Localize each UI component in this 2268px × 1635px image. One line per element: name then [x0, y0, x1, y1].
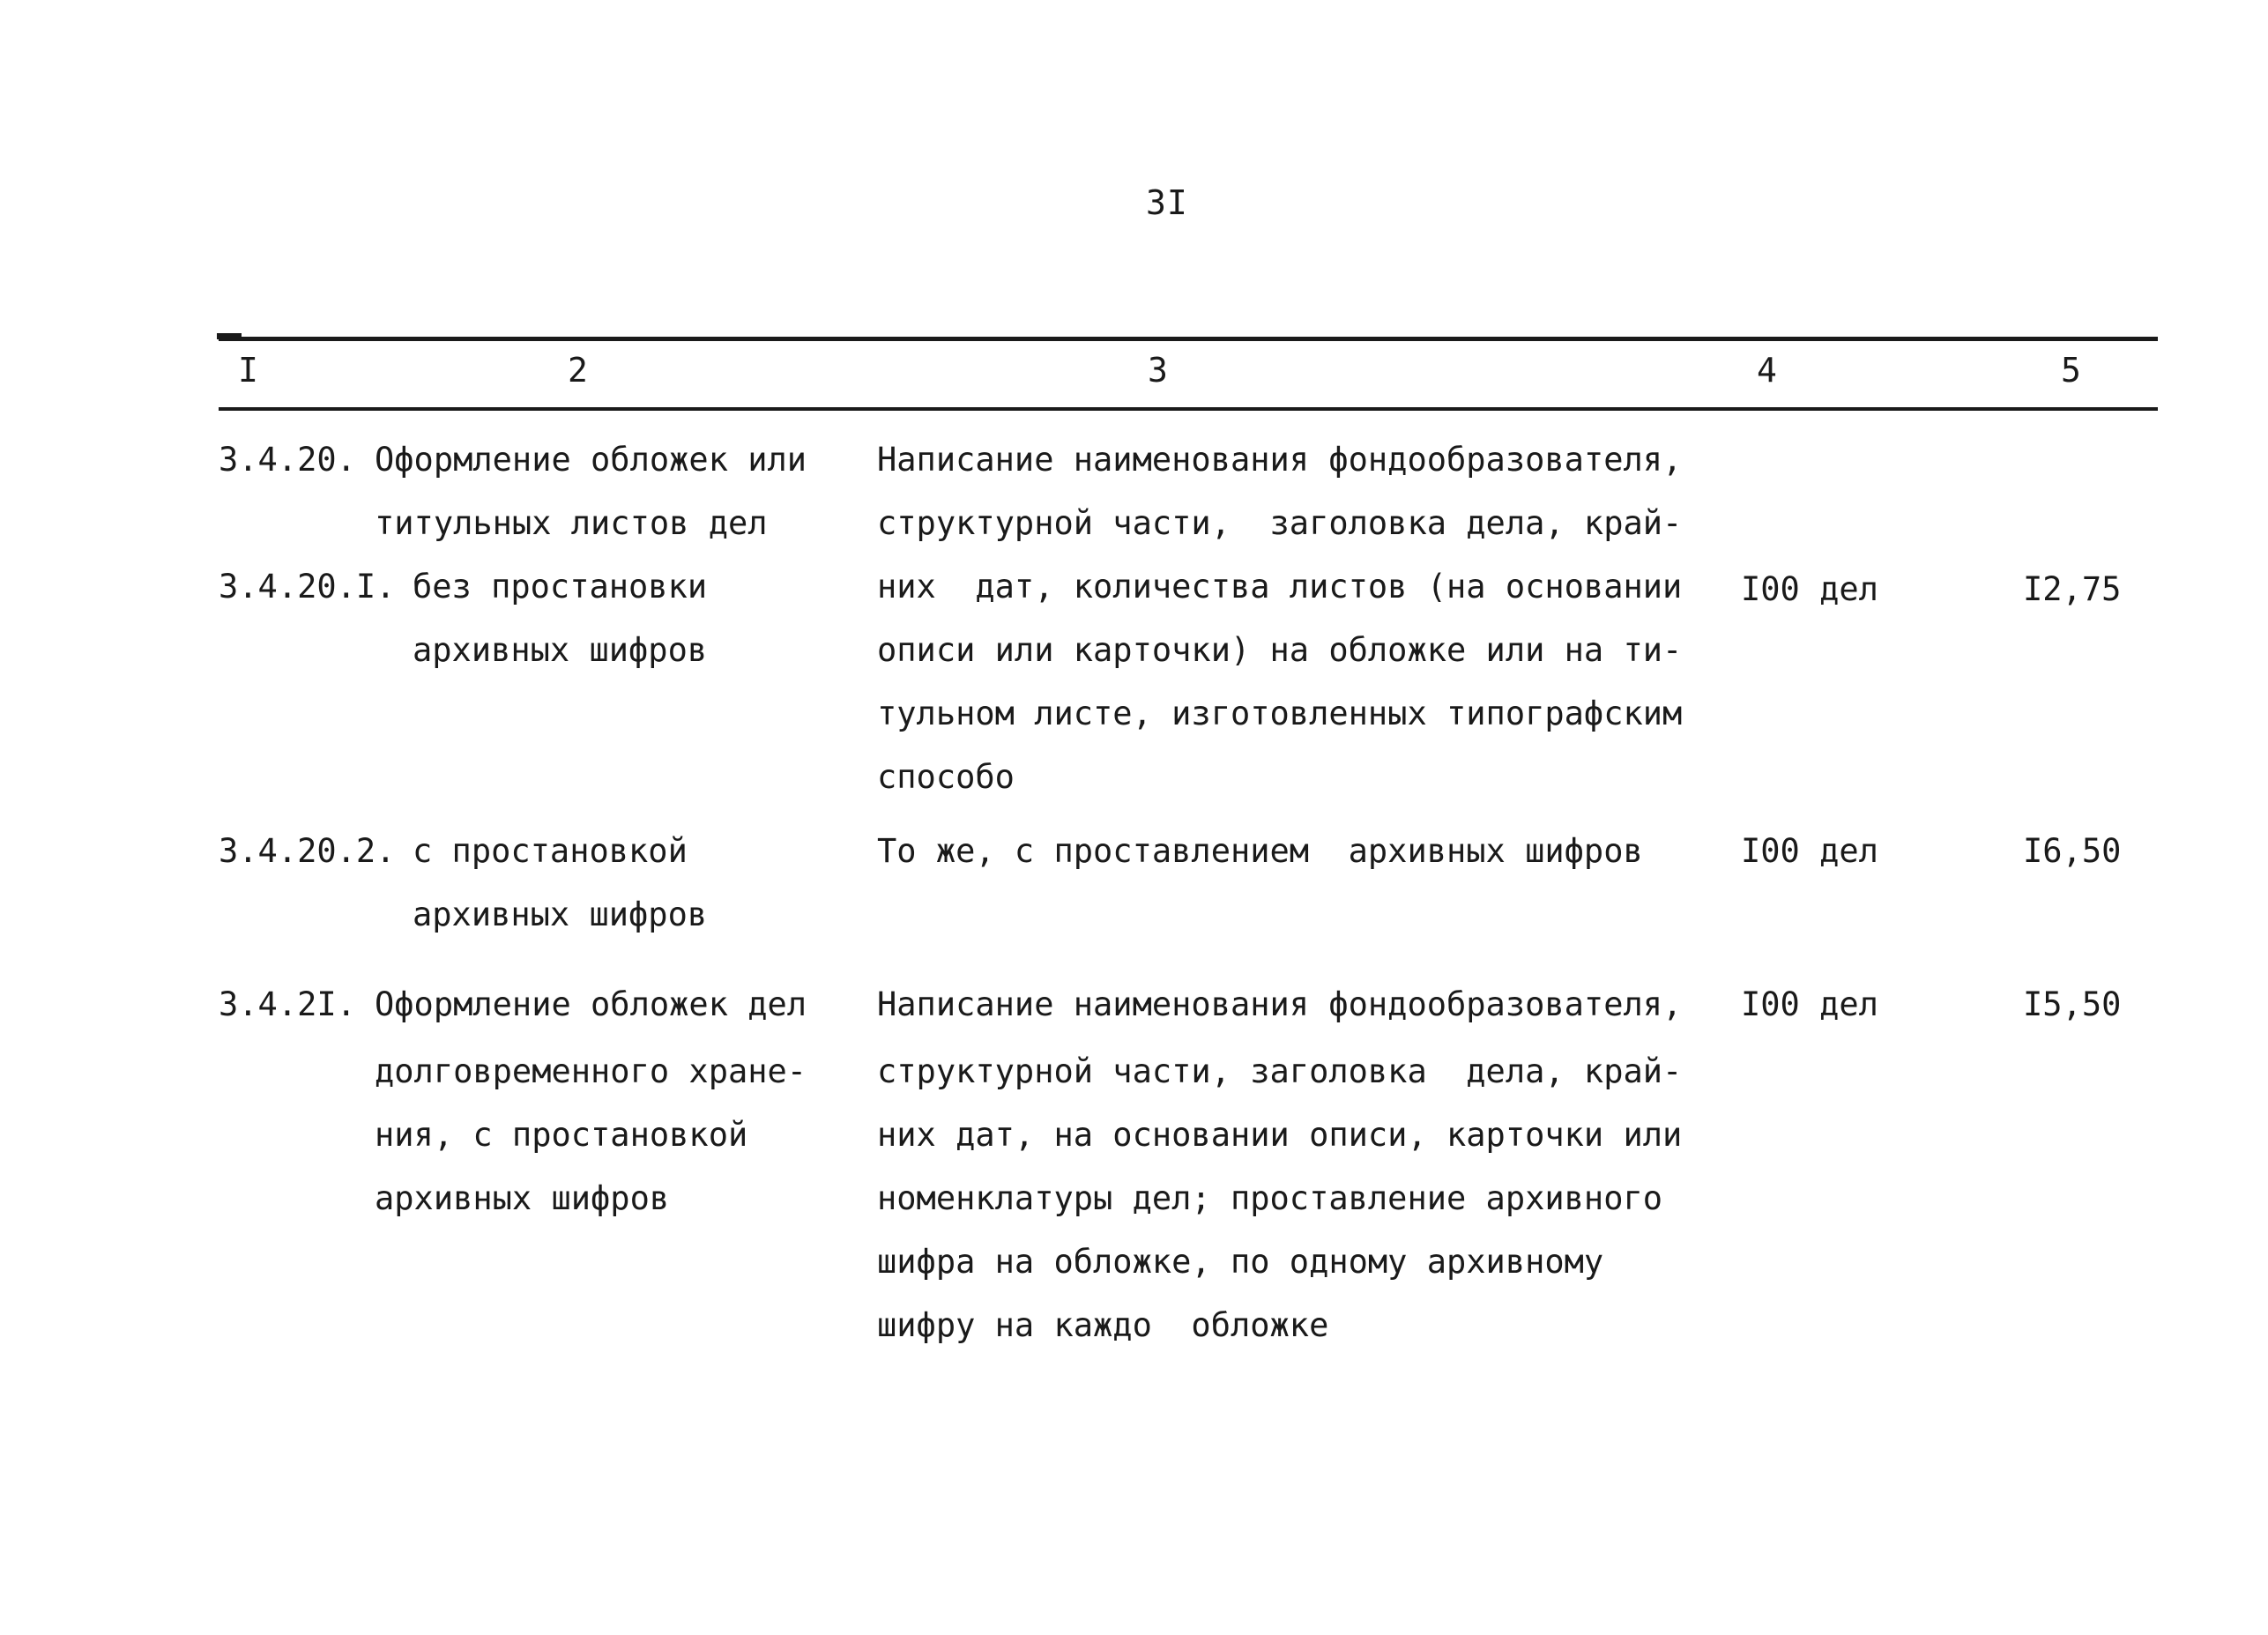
row-name-line: архивных шифров — [413, 631, 708, 669]
row-name-line: титульных листов дел — [375, 504, 768, 542]
column-header-5: 5 — [2061, 351, 2081, 390]
row-description-line: тульном листе, изготовленных типографским — [877, 695, 1683, 732]
row-norm: I5,50 — [2023, 985, 2122, 1023]
row-name-line: без простановки — [413, 568, 708, 606]
row-description-line: шифра на обложке, по одному архивному — [877, 1243, 1604, 1281]
row-name-line: Оформление обложек дел — [375, 985, 807, 1023]
row-name-line: ния, с простановкой — [375, 1116, 748, 1154]
row-description-line: структурной части, заголовка дела, край- — [877, 1052, 1683, 1090]
column-header-2: 2 — [568, 351, 588, 390]
row-name-line: долговременного хране- — [375, 1052, 807, 1090]
row-description-line: описи или карточки) на обложке или на ти- — [877, 631, 1683, 669]
row-norm: I6,50 — [2023, 832, 2122, 870]
row-name-line: Оформление обложек или — [375, 441, 807, 479]
row-description-line: Написание наименования фондообразователя, — [877, 985, 1683, 1023]
row-norm: I2,75 — [2023, 570, 2122, 608]
table-top-rule — [219, 337, 2158, 341]
row-name-line: архивных шифров — [413, 896, 708, 933]
page-number: 3I — [1146, 183, 1188, 222]
row-unit: I00 дел — [1741, 832, 1878, 870]
table-header-rule — [219, 407, 2158, 411]
row-description-line: Написание наименования фондообразователя, — [877, 441, 1683, 479]
column-header-4: 4 — [1757, 351, 1777, 390]
row-code: 3.4.20. — [219, 441, 356, 479]
row-unit: I00 дел — [1741, 985, 1878, 1023]
column-header-1: I — [238, 351, 258, 390]
row-description-line: номенклатуры дел; проставление архивного — [877, 1179, 1663, 1217]
row-description-line: способо — [877, 758, 1015, 796]
row-unit: I00 дел — [1741, 570, 1878, 608]
row-name-line: с простановкой — [413, 832, 688, 870]
table-top-rule-tick — [217, 333, 242, 339]
row-description-line: них дат, количества листов (на основании — [877, 568, 1683, 606]
column-header-3: 3 — [1148, 351, 1168, 390]
row-description-line: То же, с проставлением архивных шифров — [877, 832, 1643, 870]
row-name-line: архивных шифров — [375, 1179, 670, 1217]
row-code: 3.4.2I. — [219, 985, 356, 1023]
row-description-line: структурной части, заголовка дела, край- — [877, 504, 1683, 542]
row-code: 3.4.20.2. — [219, 832, 396, 870]
row-description-line: них дат, на основании описи, карточки или — [877, 1116, 1683, 1154]
row-code: 3.4.20.I. — [219, 568, 396, 606]
row-description-line: шифру на каждо обложке — [877, 1306, 1329, 1344]
